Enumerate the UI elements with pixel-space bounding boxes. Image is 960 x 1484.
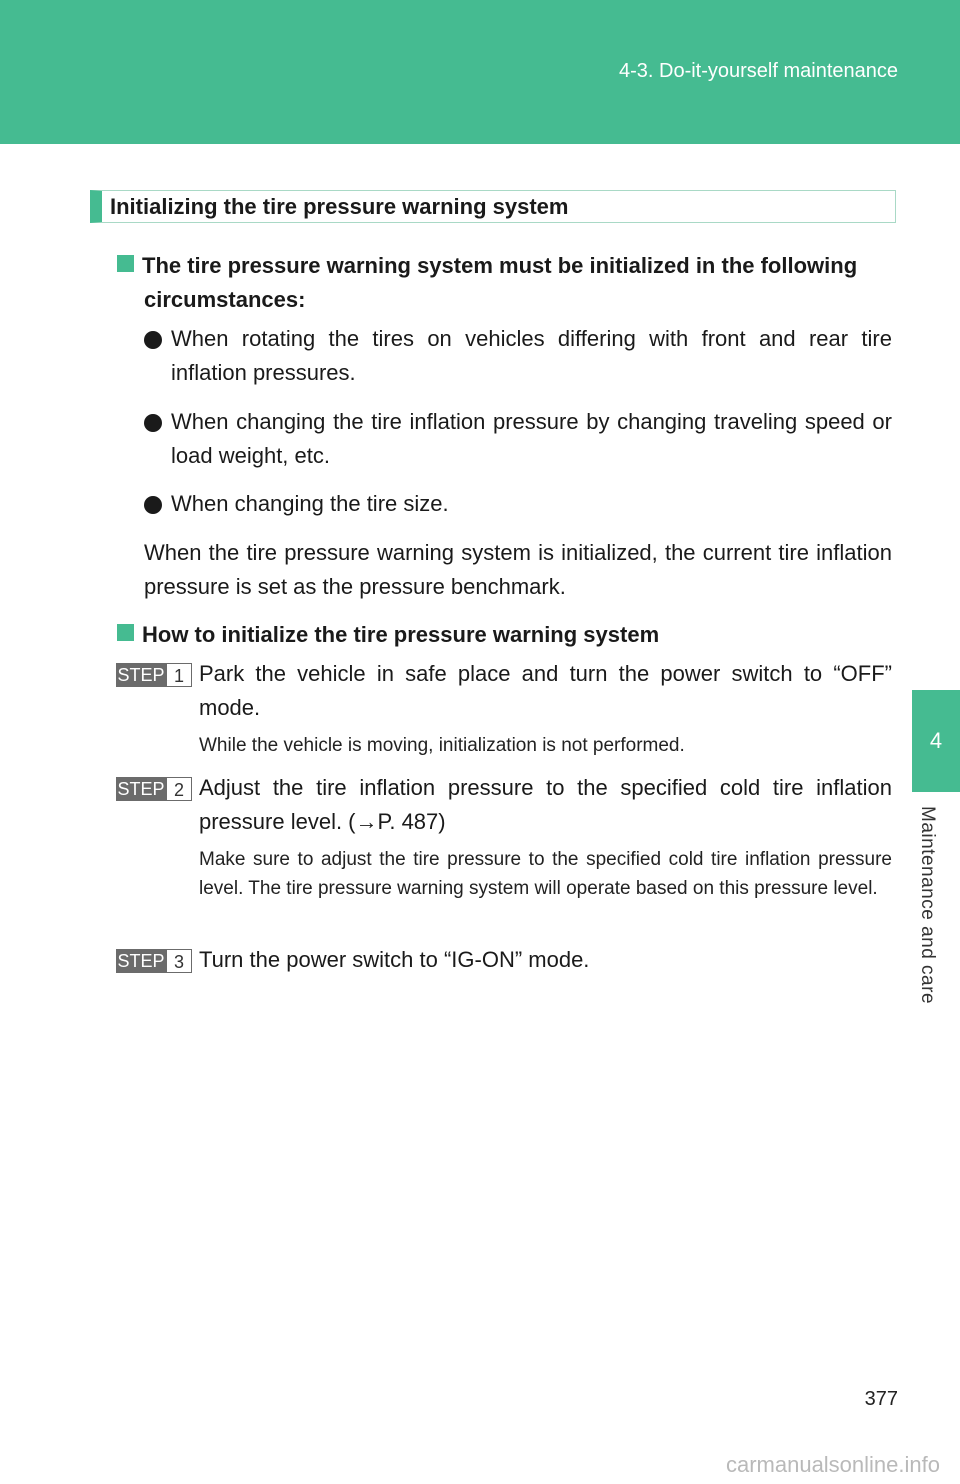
step-badge xyxy=(116,777,192,801)
step-number: 1 xyxy=(166,663,192,687)
chapter-number-tab: 4 xyxy=(912,690,960,792)
step-note: Make sure to adjust the tire pressure to the specified cold tire inflation pressure level. The tire pressure warning system will operate based on this pressure level. xyxy=(199,849,892,899)
page-header xyxy=(0,0,960,144)
sub-heading-line2: circumstances: xyxy=(144,287,306,312)
round-bullet-icon xyxy=(144,331,162,349)
sub-heading-circumstances xyxy=(117,249,893,317)
chapter-name: Maintenance and care xyxy=(917,806,938,1005)
page-number: 377 xyxy=(864,1388,898,1410)
step-text: Adjust the tire inflation pressure to the specified cold tire inflation pressure level. (→P. 487) xyxy=(199,775,892,834)
watermark: carmanualsonline.info xyxy=(725,1452,940,1477)
step-text: Turn the power switch to “IG-ON” mode. xyxy=(199,947,590,972)
list-item xyxy=(144,487,892,521)
list-item-text: When changing the tire size. xyxy=(171,491,449,516)
sub-heading-line1: The tire pressure warning system must be initialized in the following xyxy=(142,253,858,278)
step-label: STEP xyxy=(117,665,165,685)
step-number: 2 xyxy=(166,777,192,801)
list-item xyxy=(144,405,892,473)
benchmark-paragraph: When the tire pressure warning system is initialized, the current tire inflation pressure is set as the pressure benchmark. xyxy=(144,540,892,599)
step-label: STEP xyxy=(117,951,165,971)
step-label: STEP xyxy=(117,779,165,799)
round-bullet-icon xyxy=(144,414,162,432)
sub-heading-text: How to initialize the tire pressure warning system xyxy=(142,622,660,647)
square-bullet-icon xyxy=(117,255,134,272)
section-title xyxy=(90,190,896,223)
square-bullet-icon xyxy=(117,624,134,641)
list-item-text: When changing the tire inflation pressure by changing traveling speed or load weight, etc. xyxy=(171,409,892,468)
sub-heading-how-to xyxy=(117,618,893,652)
step-badge xyxy=(116,663,192,687)
section-title-text: Initializing the tire pressure warning system xyxy=(110,193,569,219)
list-item-text: When rotating the tires on vehicles differing with front and rear tire inflation pressures. xyxy=(171,326,892,385)
step-badge xyxy=(116,949,192,973)
round-bullet-icon xyxy=(144,496,162,514)
step-text: Park the vehicle in safe place and turn the power switch to “OFF” mode. xyxy=(199,661,892,720)
list-item xyxy=(144,322,892,390)
step-note: While the vehicle is moving, initialization is not performed. xyxy=(199,735,685,756)
section-breadcrumb: 4-3. Do-it-yourself maintenance xyxy=(618,60,898,82)
step-number: 3 xyxy=(166,949,192,973)
